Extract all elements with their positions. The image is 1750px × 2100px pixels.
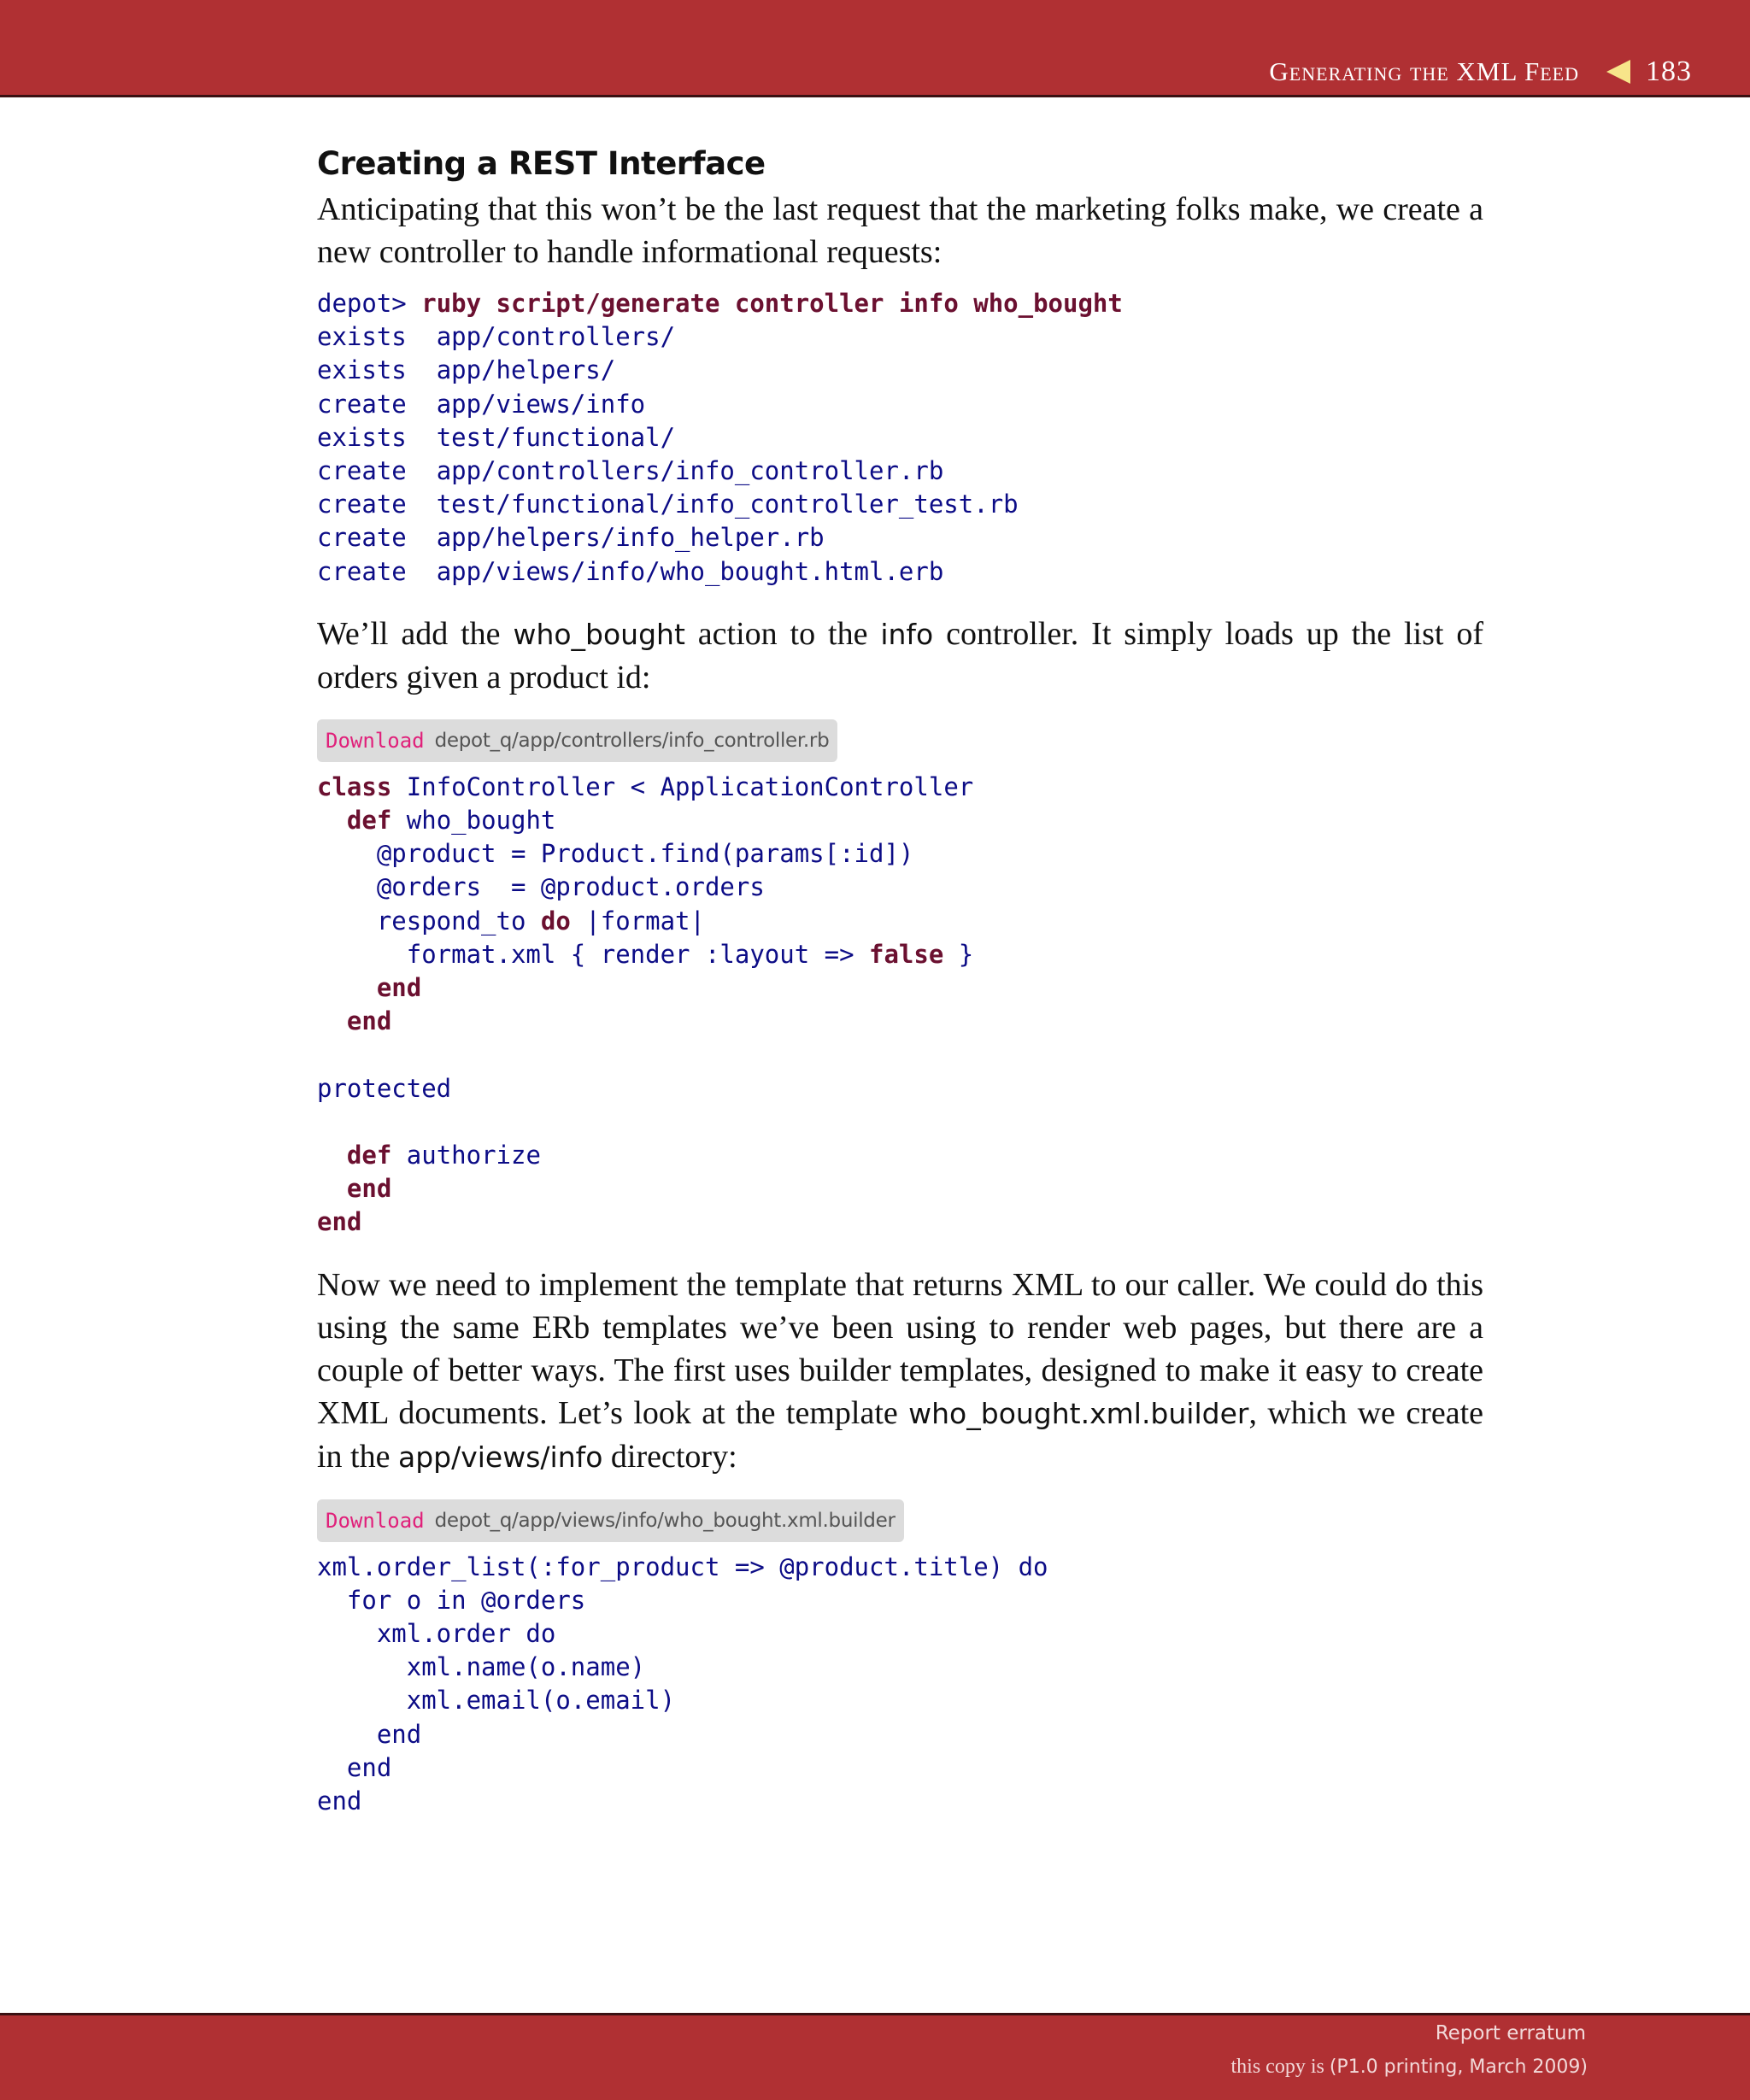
inline-code-info: info xyxy=(880,617,934,651)
shell-path: test/functional/info_controller_test.rb xyxy=(436,490,1019,519)
code-line xyxy=(317,1205,1483,1239)
shell-output-line xyxy=(317,320,1483,354)
code-text: } xyxy=(943,939,974,969)
download-row-2 xyxy=(317,1499,1483,1542)
running-head xyxy=(1269,53,1692,91)
copy-prefix: this copy is xyxy=(1230,2056,1330,2078)
text: directory: xyxy=(602,1438,737,1475)
keyword: end xyxy=(317,1207,362,1237)
paragraph-intro: Anticipating that this won’t be the last request that the marketing folks make, we create a new controller to handle informational requests: xyxy=(317,191,1483,270)
keyword: false xyxy=(869,939,944,969)
download-path: depot_q/app/controllers/info_controller.rb xyxy=(434,729,830,752)
shell-action: create xyxy=(317,556,407,586)
code-line: for o in @orders xyxy=(317,1585,586,1615)
shell-output-line xyxy=(317,388,1483,421)
code-line: @orders = @product.orders xyxy=(317,872,765,902)
code-line xyxy=(317,938,1483,971)
code-line xyxy=(317,1139,1483,1172)
keyword: class xyxy=(317,771,392,801)
arrow-left-icon[interactable] xyxy=(1606,60,1630,84)
chapter-title: Generating the XML Feed xyxy=(1269,56,1579,86)
section-title: Creating a REST Interface xyxy=(317,145,766,182)
code-line: xml.name(o.name) xyxy=(317,1652,646,1682)
download-label: Download xyxy=(326,728,425,753)
code-line: protected xyxy=(317,1073,452,1103)
shell-path: app/controllers/info_controller.rb xyxy=(436,456,944,486)
keyword: end xyxy=(346,1174,392,1204)
shell-action: create xyxy=(317,389,407,419)
shell-path: app/views/info xyxy=(436,389,646,419)
code-line xyxy=(317,771,1483,804)
copy-note xyxy=(1231,2056,1589,2079)
inline-code-who-bought: who_bought xyxy=(513,617,685,651)
keyword: end xyxy=(376,973,422,1003)
shell-path: app/helpers/ xyxy=(436,355,616,385)
text: controller. It simply loads up the list of orders given a product id: xyxy=(317,615,1483,695)
text: Now we need to implement the template that returns XML to our caller. We could do this using the same ERb templates we’ve been using to render web pages, but there are a couple of better ways. The first uses builder templates, designed to make it easy to create XML documents. Let’s look at the template xyxy=(317,1266,1483,1431)
download-link[interactable] xyxy=(317,1499,904,1542)
code-line-blank xyxy=(317,1038,1483,1071)
shell-action: create xyxy=(317,523,407,553)
code-text: format.xml { render :layout => xyxy=(317,939,870,969)
code-text: InfoController < ApplicationController xyxy=(391,771,974,801)
code-line: xml.order_list(:for_product => @product.title) do xyxy=(317,1552,1048,1581)
shell-path: app/helpers/info_helper.rb xyxy=(436,523,825,553)
shell-action: exists xyxy=(317,422,407,452)
code-line xyxy=(317,804,1483,837)
code-line: end xyxy=(317,1719,422,1749)
download-path: depot_q/app/views/info/who_bought.xml.builder xyxy=(434,1509,896,1532)
paragraph-action xyxy=(317,613,1483,699)
shell-output-line xyxy=(317,421,1483,455)
shell-action: create xyxy=(317,456,407,486)
shell-output-line xyxy=(317,521,1483,554)
keyword: def xyxy=(346,806,392,836)
shell-output xyxy=(317,320,1483,589)
code-builder-template xyxy=(317,1551,1483,1819)
download-link[interactable] xyxy=(317,719,837,762)
shell-session xyxy=(317,287,1483,589)
code-line: end xyxy=(317,1752,392,1782)
shell-output-line xyxy=(317,555,1483,589)
code-text: |format| xyxy=(570,906,705,936)
page-number: 183 xyxy=(1646,56,1692,87)
shell-path: app/controllers/ xyxy=(436,322,676,352)
code-text: who_bought xyxy=(391,806,556,836)
code-info-controller xyxy=(317,771,1483,1240)
shell-prompt: depot> xyxy=(317,289,407,318)
text: action to the xyxy=(684,615,881,652)
shell-output-line xyxy=(317,488,1483,521)
code-line xyxy=(317,1005,1483,1038)
copy-info: (P1.0 printing, March 2009) xyxy=(1329,2056,1588,2078)
text: We’ll add the xyxy=(317,615,514,652)
keyword: def xyxy=(346,1141,392,1170)
page-content xyxy=(317,140,1483,1818)
inline-code-builder-file: who_bought.xml.builder xyxy=(908,1396,1249,1430)
shell-path: test/functional/ xyxy=(436,422,676,452)
shell-output-line xyxy=(317,354,1483,387)
code-line: end xyxy=(317,1786,362,1816)
shell-command-line xyxy=(317,287,1483,320)
report-erratum-link[interactable]: Report erratum xyxy=(1435,2022,1586,2044)
code-line xyxy=(317,971,1483,1005)
code-line: @product = Product.find(params[:id]) xyxy=(317,839,914,869)
download-row-1 xyxy=(317,719,1483,762)
code-line xyxy=(317,1172,1483,1205)
shell-command: ruby script/generate controller info who_bought xyxy=(421,289,1123,318)
code-line: xml.email(o.email) xyxy=(317,1686,676,1716)
code-line: xml.order do xyxy=(317,1619,556,1649)
shell-output-line xyxy=(317,455,1483,488)
text: , which we create in the xyxy=(317,1394,1483,1475)
paragraph-template xyxy=(317,1264,1483,1479)
shell-action: exists xyxy=(317,322,407,352)
shell-action: exists xyxy=(317,355,407,385)
download-label: Download xyxy=(326,1508,425,1533)
code-text: respond_to xyxy=(317,906,541,936)
code-line-blank xyxy=(317,1106,1483,1139)
shell-path: app/views/info/who_bought.html.erb xyxy=(436,556,944,586)
code-line xyxy=(317,905,1483,938)
keyword: end xyxy=(346,1006,392,1036)
keyword: do xyxy=(540,906,571,936)
code-text: authorize xyxy=(391,1141,541,1170)
inline-code-views-dir: app/views/info xyxy=(397,1440,603,1474)
shell-action: create xyxy=(317,490,407,519)
